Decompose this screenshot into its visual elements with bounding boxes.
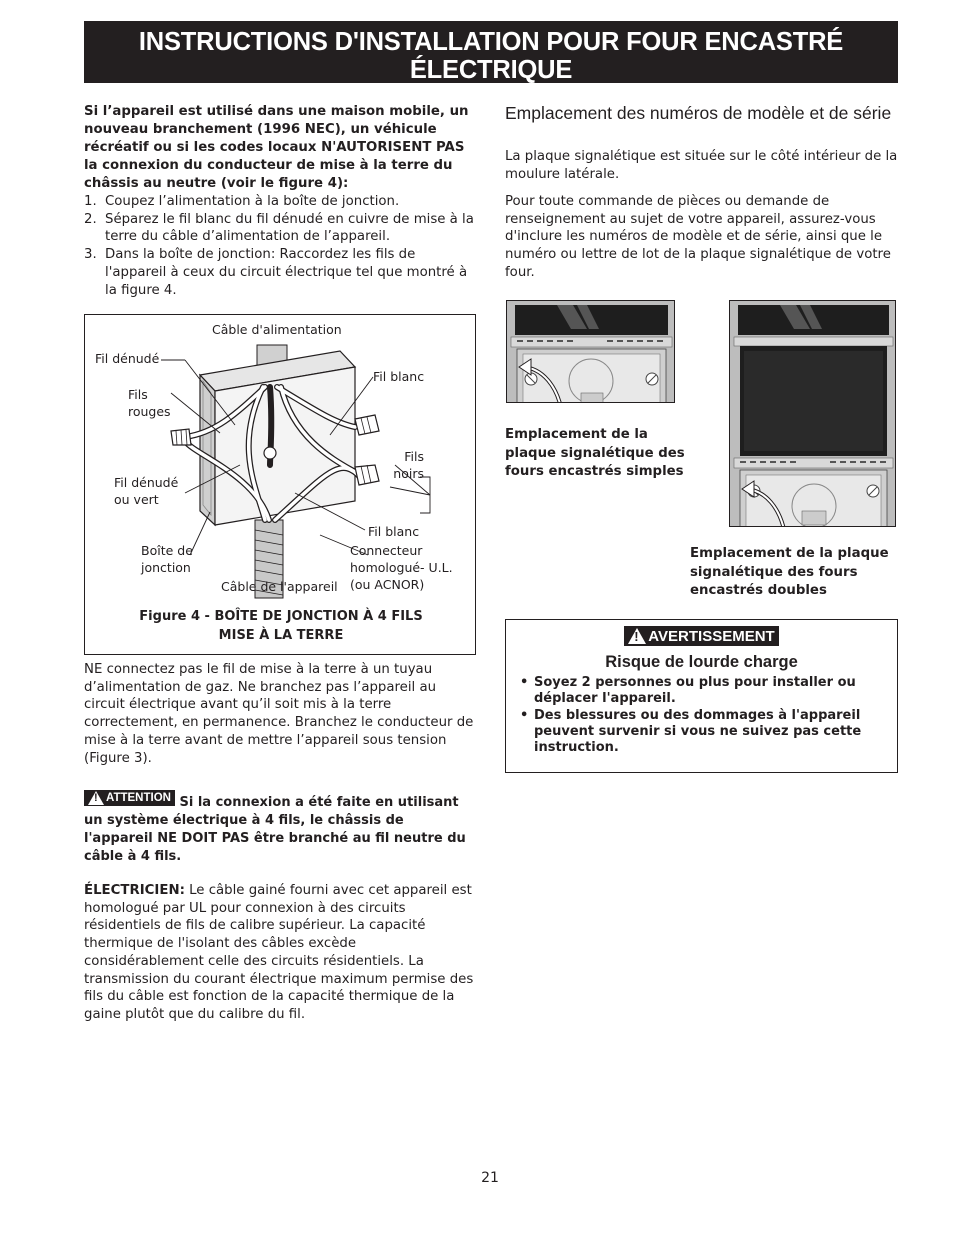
warning-triangle-icon: !	[628, 628, 646, 644]
double-oven-image	[729, 300, 896, 527]
double-oven-illustration	[730, 301, 896, 527]
page-header	[84, 21, 898, 102]
step-text: Dans la boîte de jonction: Raccordez les fils de l'appareil à ceux du circuit électrique tel que montré à la figure 4.	[105, 247, 468, 298]
warning-badge	[624, 626, 778, 646]
bullet: •	[520, 675, 529, 690]
intro-paragraph: Si l’appareil est utilisé dans une maison mobile, un nouveau branchement (1996 NEC), un véhicule récréatif ou si les codes locaux N'AUTORISENT PAS la connexion du conducteur de mise à la terre du châssis au neutre (voir le figure 4):	[84, 104, 469, 191]
steps-list	[84, 193, 476, 299]
label-power-cable: Câble d'alimentation	[212, 322, 342, 337]
warning-list	[520, 675, 883, 756]
warning-badge-row	[506, 626, 897, 648]
warning-item-text: Soyez 2 personnes ou plus pour installer ou déplacer l'appareil.	[534, 675, 856, 706]
page-subtitle: (Combiné à une table de cuisson électrique ou à gaz (en option))	[252, 87, 730, 102]
list-item	[520, 675, 883, 707]
step-number: 2.	[84, 211, 97, 227]
label-white-wire-bottom: Fil blanc	[368, 524, 420, 539]
list-item	[84, 246, 476, 299]
label-white-wire-top: Fil blanc	[373, 369, 425, 384]
figure-caption-line: Figure 4 - BOÎTE DE JONCTION À 4 FILS	[139, 609, 423, 624]
attention-badge-label: ATTENTION	[106, 792, 171, 804]
warning-item-text: Des blessures ou des dommages à l'appareil peuvent survenir si vous ne suivez pas cette instruction.	[534, 708, 862, 755]
single-oven-caption: Emplacement de la plaque signalétique des fours encastrés simples	[505, 427, 685, 479]
electrician-text: Le câble gainé fourni avec cet appareil est homologué par UL pour connexion à des circuits résidentiels de fils de calibre supérieur. La capacité thermique de l'isolant des câbles excède considérablement celle des circuits résidentiels. La transmission du courant électrique maximum permise des fils du câble est fonction de la capacité thermique de la gaine plutôt que du calibre du fil.	[84, 883, 474, 1022]
list-item	[84, 211, 476, 246]
warning-title: Risque de lourde charge	[605, 653, 798, 671]
figure-caption-line: MISE À LA TERRE	[218, 628, 344, 643]
label-junction-box: Boîte de jonction	[141, 543, 193, 575]
step-text: Séparez le fil blanc du fil dénudé en cuivre de mise à la terre du câble d’alimentation de l’appareil.	[105, 211, 474, 245]
single-oven-illustration	[507, 301, 675, 403]
model-serial-paragraph: Pour toute commande de pièces ou demande de renseignement au sujet de votre appareil, assurez-vous d'inclure les numéros de modèle et de série, ainsi que le numéro ou lettre de lot de la plaque signalétique de votre four.	[505, 194, 891, 280]
attention-block	[84, 790, 476, 866]
step-text: Coupez l’alimentation à la boîte de jonction.	[105, 194, 400, 209]
label-connector: Connecteur homologué- U.L. (ou ACNOR)	[350, 543, 453, 592]
list-item	[84, 193, 476, 211]
section-heading: Emplacement des numéros de modèle et de série	[505, 103, 892, 123]
electrician-label: ÉLECTRICIEN:	[84, 883, 185, 898]
attention-text: Si la connexion a été faite en utilisant un système électrique à 4 fils, le châssis de l'appareil NE DOIT PAS être branché au fil neutre du câble à 4 fils.	[84, 795, 466, 864]
list-item	[520, 708, 883, 756]
left-column	[84, 103, 476, 299]
label-red-wires: Fils rouges	[128, 387, 171, 419]
step-number: 1.	[84, 194, 97, 209]
bullet: •	[520, 708, 529, 723]
attention-badge	[84, 790, 175, 806]
page-title: INSTRUCTIONS D'INSTALLATION POUR FOUR ENCASTRÉ ÉLECTRIQUE	[138, 28, 844, 84]
label-black-wires: Fils noirs	[393, 449, 424, 481]
warning-box	[505, 619, 898, 773]
label-bare-wire: Fil dénudé	[95, 351, 160, 366]
double-oven-caption: Emplacement de la plaque signalétique des fours encastrés doubles	[690, 546, 889, 598]
page-number: 21	[481, 1170, 499, 1186]
figure-4-junction-box	[84, 314, 476, 655]
electrician-paragraph	[84, 882, 476, 1024]
label-bare-or-green-wire: Fil dénudé ou vert	[114, 475, 179, 507]
single-oven-image	[506, 300, 675, 403]
ground-warning-paragraph: NE connectez pas le fil de mise à la terre à un tuyau d’alimentation de gaz. Ne branchez pas l’appareil au circuit électrique avant qu’il soit mis à la terre correctement, en permanence. Branchez le conducteur de mise à la terre avant de mettre l’appareil sous tension (Figure 3).	[84, 662, 474, 766]
label-appliance-cable: Câble de l'appareil	[221, 579, 338, 594]
warning-triangle-icon: !	[88, 791, 104, 805]
step-number: 3.	[84, 247, 97, 263]
figure-4-caption	[85, 607, 477, 645]
warning-badge-label: AVERTISSEMENT	[648, 627, 775, 645]
nameplate-location-paragraph: La plaque signalétique est située sur le côté intérieur de la moulure latérale.	[505, 149, 898, 182]
